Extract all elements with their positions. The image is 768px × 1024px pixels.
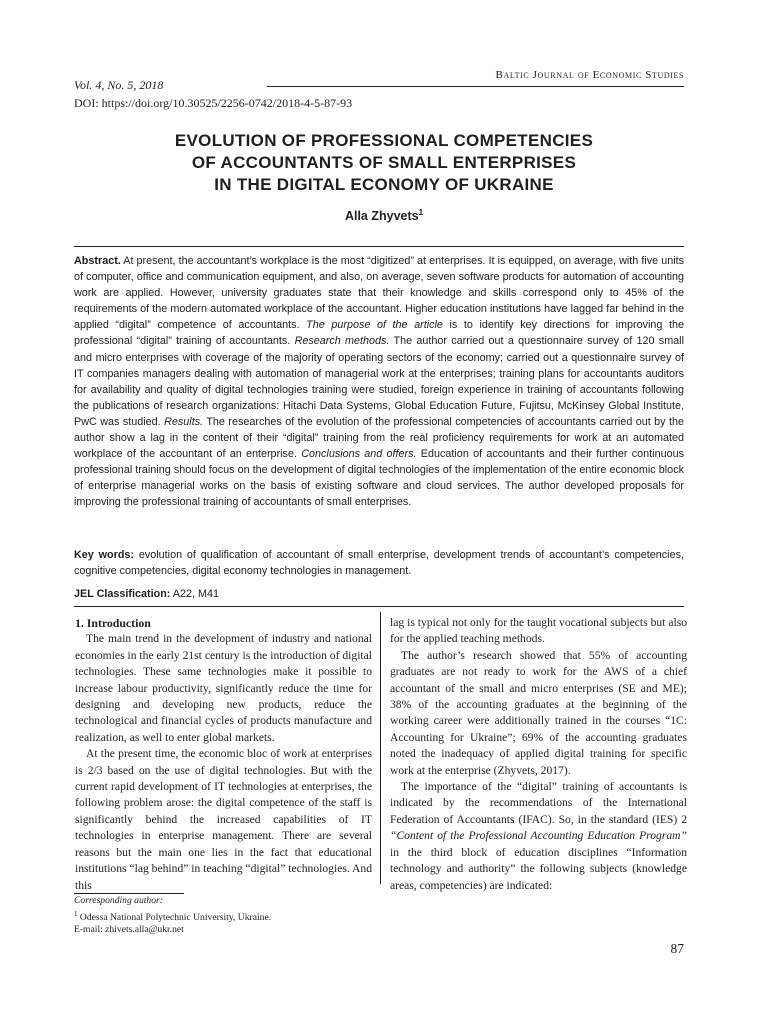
abstract-text-3: The author carried out a questionnaire survey of 120 small and micro enterprises with coverage of the majority of operating sectors of the economy; carried out a questionnaire survey of IT companies managers dealing with automation of managerial work at the enterprises; training plans for accountants auditors for availability and quality of digital technologies training were studied, foreign experience in training of accountants following the publications of research organizations: Hitachi Data Systems, Global Education Future, Fujitsu, McKinsey Global Institute, PwC was studied. bbox=[74, 335, 684, 428]
affiliation-mark: 1 bbox=[74, 909, 78, 918]
title-line-1: EVOLUTION OF PROFESSIONAL COMPETENCIES bbox=[174, 131, 594, 150]
intro-paragraph-2: At the present time, the economic bloc of work at enterprises is 2/3 based on the use of digital technologies. But with the current rapid development of IT technologies at enterprises, the following problem arose: the digital competence of the staff is significantly behind the increased capabilities of IT technologies in enterprise management. There are several reasons but the main one lies in the fact that educational institutions “lag behind” in teaching “digital” technologies. And this bbox=[75, 747, 372, 892]
doi-line: DOI: https://doi.org/10.30525/2256-0742/2018-4-5-87-93 bbox=[74, 96, 353, 110]
methods-label: Research methods. bbox=[294, 335, 390, 348]
corresponding-author-label: Corresponding author: bbox=[74, 895, 163, 906]
footnote bbox=[74, 895, 271, 937]
jel-codes: A22, M41 bbox=[170, 588, 220, 600]
abstract-label: Abstract. bbox=[74, 255, 121, 267]
purpose-label: The purpose of the article bbox=[306, 319, 443, 332]
journal-name: Baltic Journal of Economic Studies bbox=[495, 69, 684, 81]
author-email: E-mail: zhivets.alla@ukr.net bbox=[74, 924, 184, 936]
keywords bbox=[74, 547, 684, 579]
jel-label: JEL Classification: bbox=[74, 588, 171, 600]
affiliation-line bbox=[74, 908, 271, 925]
abstract-text-1: At present, the accountant’s workplace is the most “digitized” at enterprises. It is equipped, on average, with five units of computer, office and communication equipment, and also, on average, seven software products for automation of accounting work are applied. However, university graduates state that their knowledge and skills correspond only to 45% of the requirements of the modern automated workplace of the accountant. Higher education institutions have lagged far behind in the applied “digital” competence of accountants. bbox=[74, 255, 684, 332]
abstract-text-2: is to identify key directions for improving the professional “digital” training of accountants. bbox=[74, 319, 685, 348]
intro-paragraph-1: The main trend in the development of industry and national economies in the early 21st century is the introduction of digital technologies. These same technologies make it possible to increase labour productivity, significantly reduce the time for designing and developing new products, reduce the technological and financial cycles of products manufacture and realization, as well to enter global markets. bbox=[75, 632, 372, 744]
title-line-3: IN THE DIGITAL ECONOMY OF UKRAINE bbox=[214, 175, 554, 194]
volume-issue: Vol. 4, No. 5, 2018 bbox=[74, 78, 164, 92]
right-column bbox=[390, 615, 687, 894]
footnote-rule bbox=[74, 893, 184, 894]
abstract bbox=[74, 253, 684, 511]
conclusions-label: Conclusions and offers. bbox=[301, 448, 417, 461]
intro-paragraph-4-start: The importance of the “digital” training of accountants is indicated by the recommendations of the International Federation of Accountants (IFAC). So, in the standard (IES) 2 bbox=[390, 780, 687, 826]
keywords-text: evolution of qualification of accountant of small enterprise, development trends of accountant’s competencies, cognitive competencies, digital economy technologies in management. bbox=[74, 549, 684, 578]
intro-paragraph-3: The author’s research showed that 55% of accounting graduates are not ready to work for the AWS of a chief accountant of the small and micro enterprises (SE and ME); 38% of the accounting graduates at the beginning of the working career were additionally trained in the courses “1C: Accounting for Ukraine”; 69% of the accounting graduates noted the inadequacy of applied digital training for specific work at the enterprise (Zhyvets, 2017). bbox=[390, 648, 687, 777]
title-line-2: OF ACCOUNTANTS OF SMALL ENTERPRISES bbox=[191, 153, 577, 172]
intro-paragraph-2-continued: lag is typical not only for the taught vocational subjects but also for the applied teaching methods. bbox=[390, 616, 687, 646]
abstract-text-5: Education of accountants and their further continuous professional training should focus on the development of digital technologies of the implementation of the entire economic block of enterprise managerial works on the basis of existing software and cloud services. The author developed proposals for improving the professional training of accountants of small enterprises. bbox=[74, 448, 684, 509]
column-divider bbox=[380, 612, 381, 884]
abstract-text-4: The researches of the evolution of the professional competencies of accountants carried out by the author show a lag in the content of their “digital” training from the real proficiency requirements for work at an automated workplace of the accountant of an enterprise. bbox=[74, 415, 685, 461]
results-label: Results. bbox=[164, 415, 204, 428]
keywords-label: Key words: bbox=[74, 549, 135, 561]
author-text: Alla Zhyvets bbox=[344, 209, 419, 224]
abstract-bottom-rule bbox=[74, 606, 684, 607]
intro-paragraph-4-end: in the third block of education disciplines “Information technology and authority” the following subjects (knowledge areas, competencies) are indicated: bbox=[390, 845, 687, 892]
article-title bbox=[84, 130, 684, 196]
ies-program-title: “Content of the Professional Accounting Education Program” bbox=[390, 829, 687, 843]
intro-paragraph-4 bbox=[390, 779, 687, 894]
section-heading-introduction: 1. Introduction bbox=[75, 616, 151, 630]
header-rule bbox=[267, 86, 684, 87]
affiliation-text: Odessa National Polytechnic University, Ukraine. bbox=[77, 911, 272, 923]
page-number: 87 bbox=[670, 941, 684, 956]
abstract-top-rule bbox=[74, 246, 684, 247]
author-affiliation-mark: 1 bbox=[418, 208, 424, 217]
jel-classification bbox=[74, 586, 684, 602]
author-name bbox=[84, 208, 684, 223]
left-column bbox=[75, 615, 372, 894]
